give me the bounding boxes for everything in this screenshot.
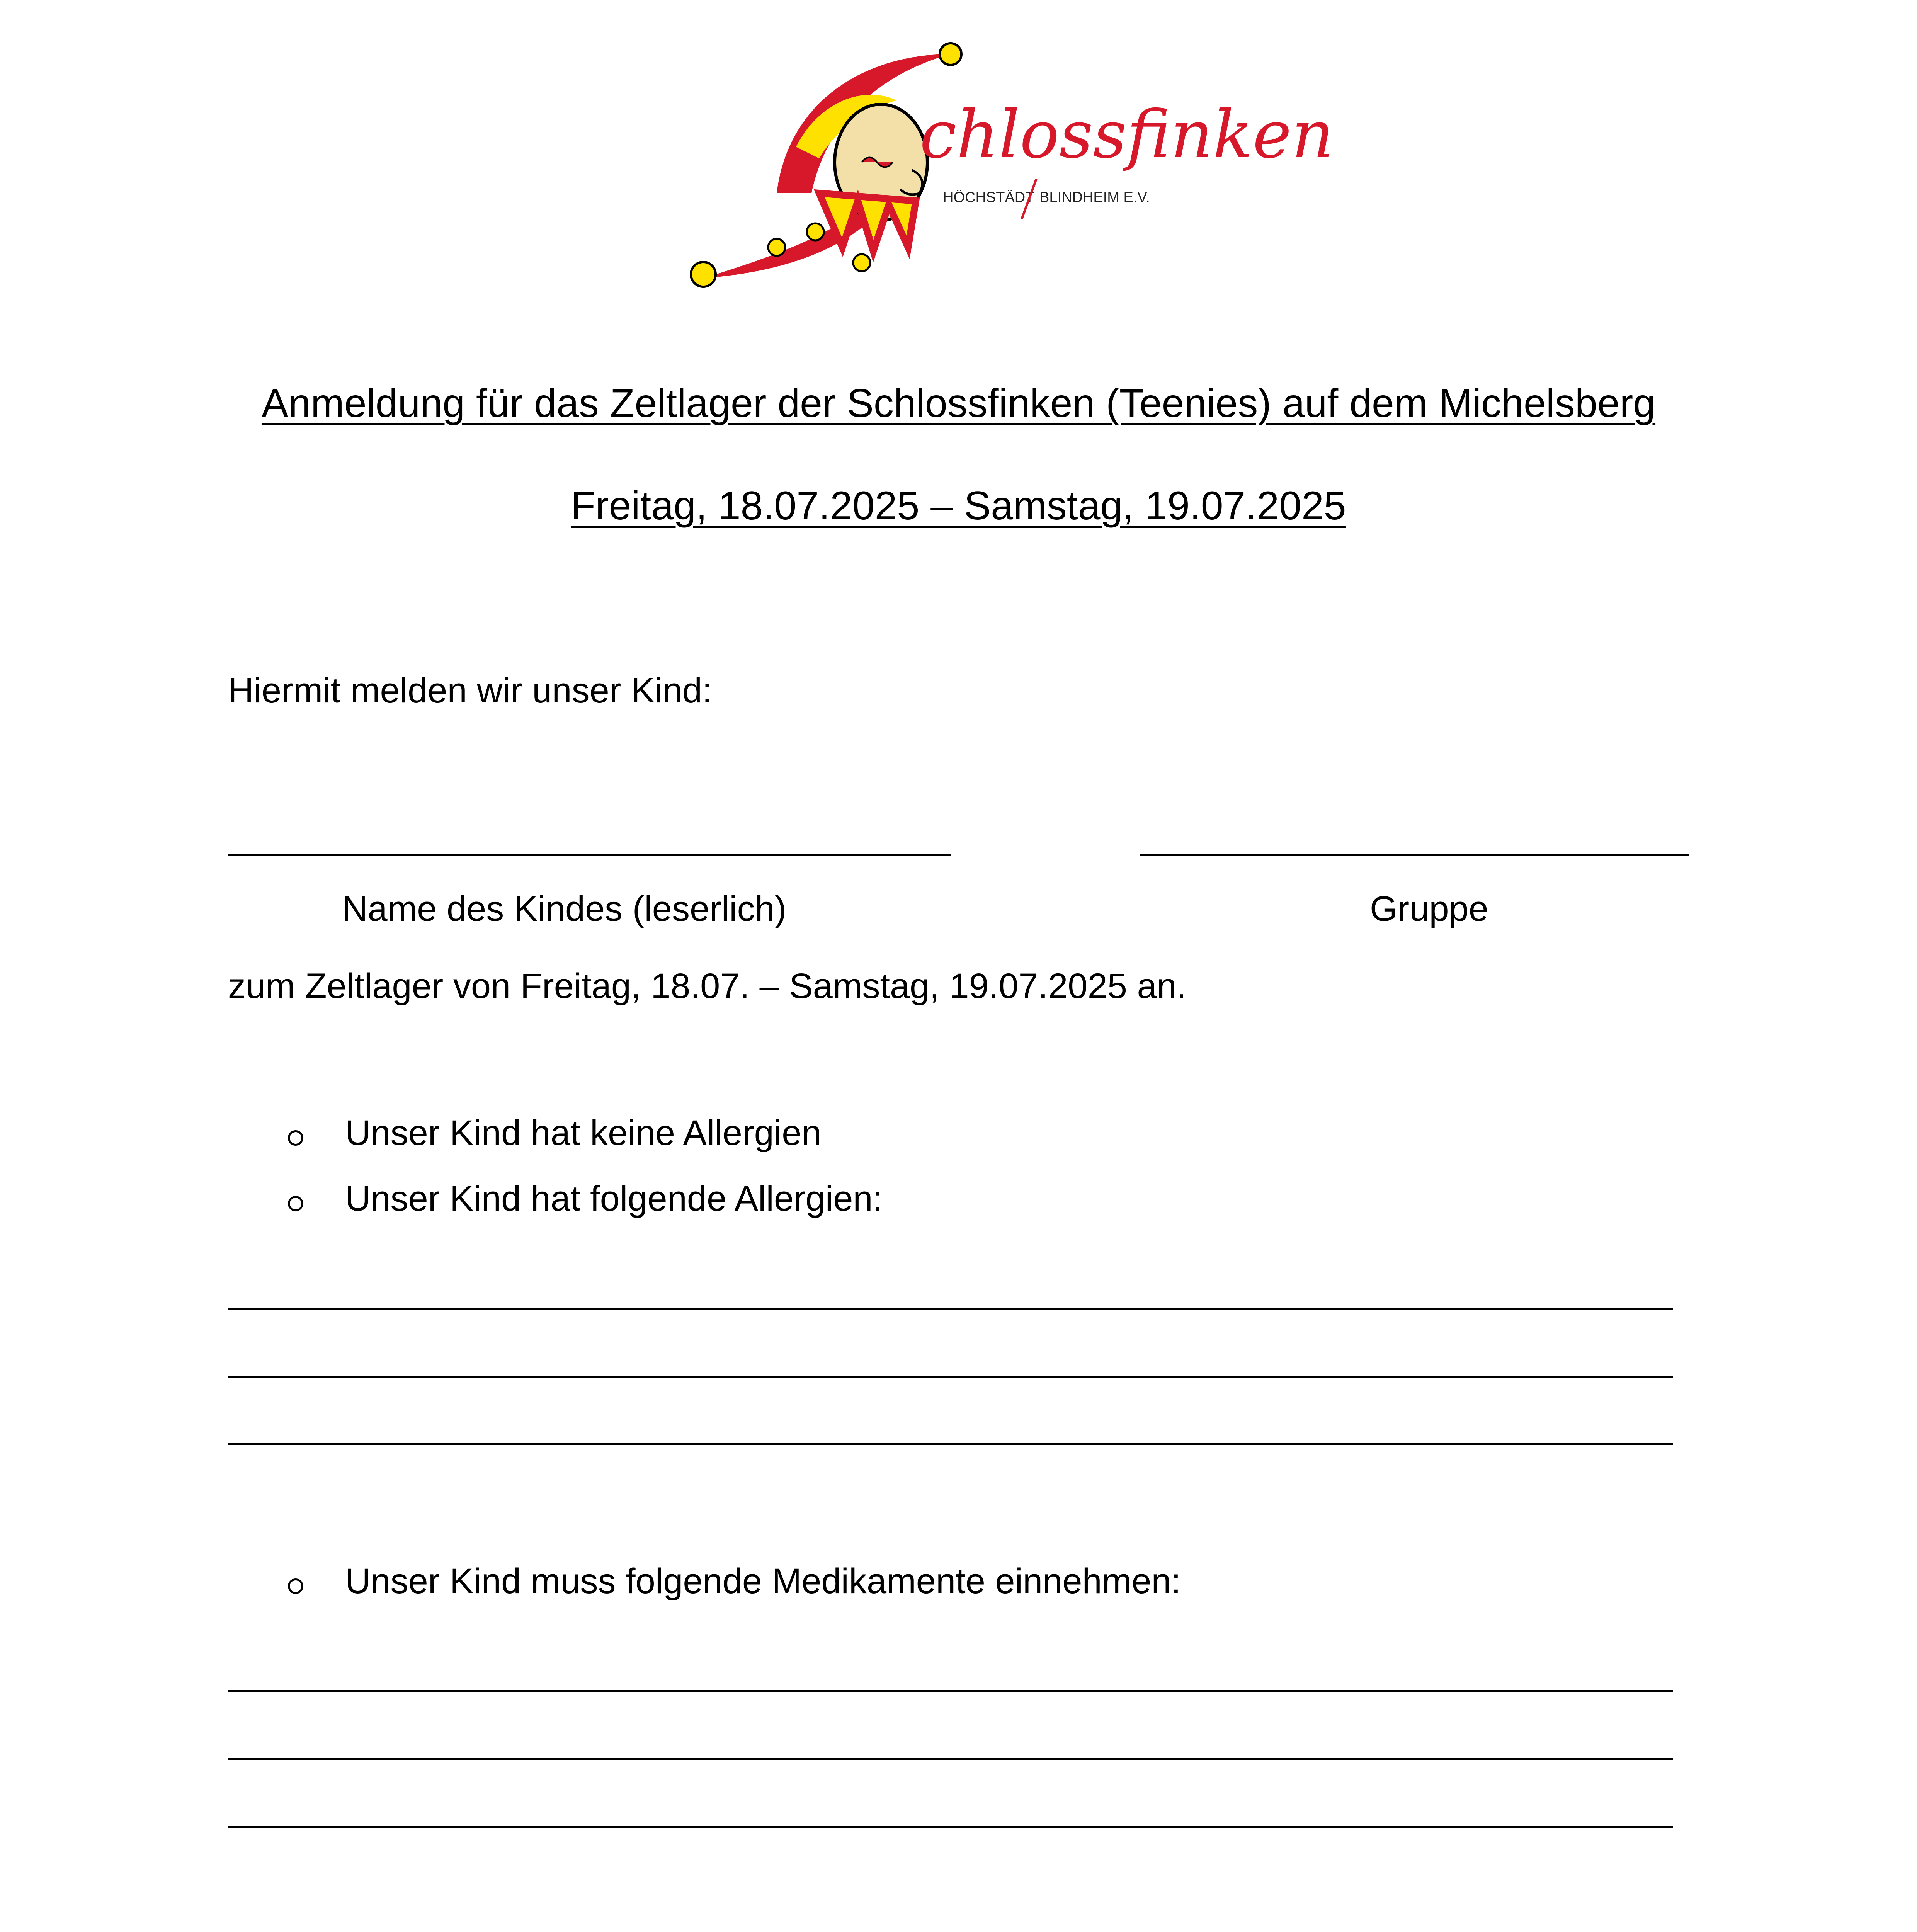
medication-line-2[interactable] [228,1758,1673,1760]
page-title: Anmeldung für das Zeltlager der Schlossfinken (Teenies) auf dem Michelsberg [261,381,1656,426]
medication-line-3[interactable] [228,1826,1673,1828]
allergies-checkbox[interactable] [288,1196,303,1211]
registration-text: zum Zeltlager von Freitag, 18.07. – Samstag, 19.07.2025 an. [228,966,1187,1006]
medication-line-1[interactable] [228,1690,1673,1692]
allergies-label: Unser Kind hat folgende Allergien: [345,1179,883,1218]
child-name-label: Name des Kindes (leserlich) [342,889,787,929]
allergies-line-1[interactable] [228,1308,1673,1310]
date-range: Freitag, 18.07.2025 – Samstag, 19.07.2025 [571,483,1346,528]
child-name-field[interactable] [228,854,951,856]
club-logo [680,31,1334,294]
no-allergies-checkbox[interactable] [288,1130,303,1146]
intro-text: Hiermit melden wir unser Kind: [228,671,712,710]
medication-checkbox[interactable] [288,1578,303,1594]
medication-label: Unser Kind muss folgende Medikamente einnehmen: [345,1561,1181,1601]
logo-subtitle-right: BLINDHEIM E.V. [1039,189,1150,206]
group-field[interactable] [1140,854,1689,856]
no-allergies-label: Unser Kind hat keine Allergien [345,1113,822,1153]
logo-wordmark: chlossfinken [920,97,1334,173]
group-label: Gruppe [1370,889,1488,929]
allergies-line-2[interactable] [228,1376,1673,1378]
logo-subtitle-left: HÖCHSTÄDT [943,189,1034,206]
allergies-line-3[interactable] [228,1443,1673,1445]
